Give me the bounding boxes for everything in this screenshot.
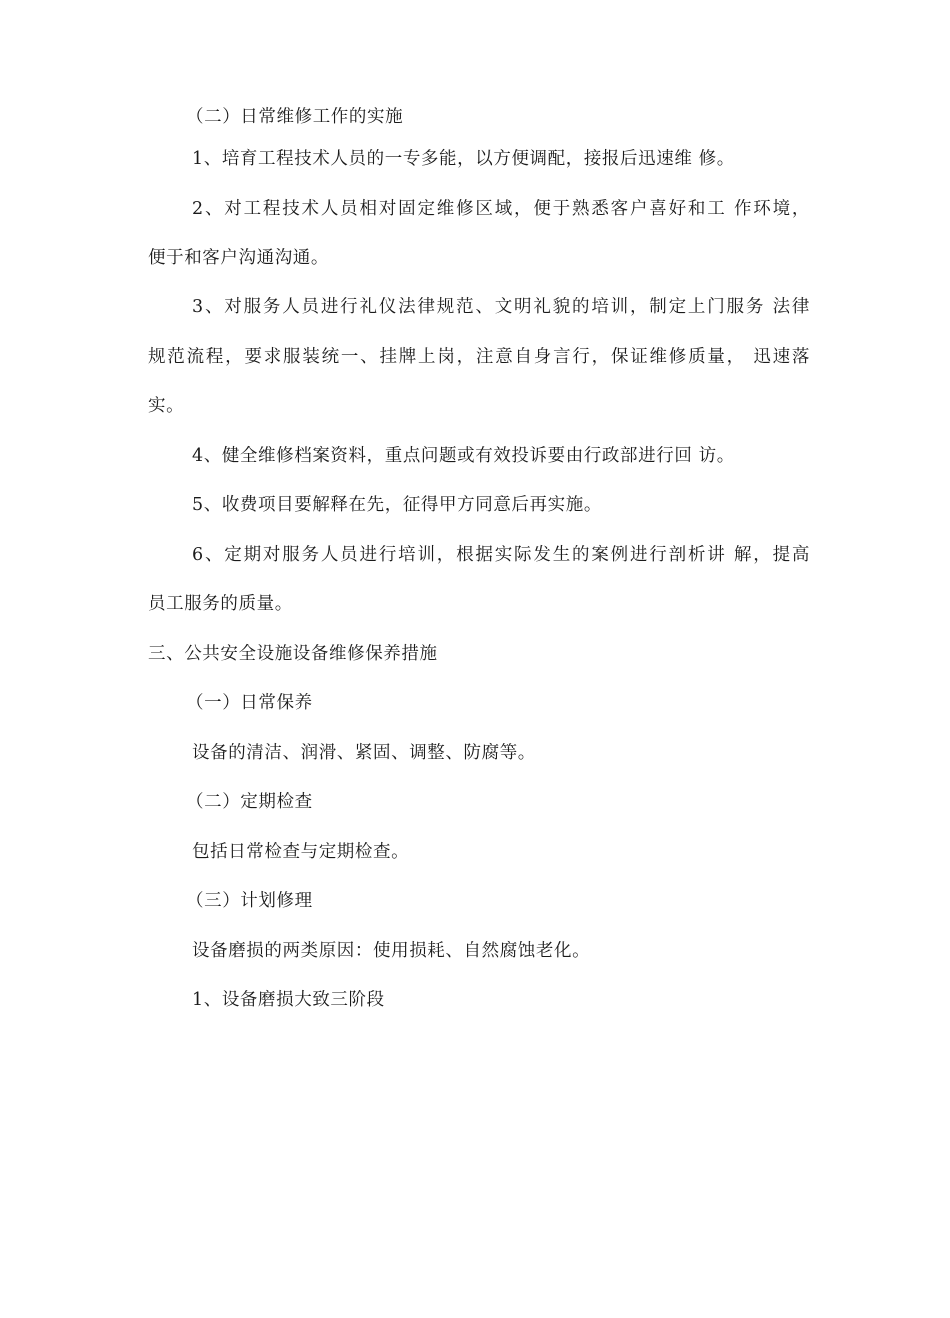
paragraph-periodic-inspection: 包括日常检查与定期检查。 — [192, 842, 410, 862]
paragraph-item-4: 4、健全维修档案资料，重点问题或有效投诉要由行政部进行回 访。 — [192, 446, 735, 466]
section-heading-public-safety-facilities: 三、公共安全设施设备维修保养措施 — [148, 644, 438, 664]
subheading-daily-maintenance-implementation: （二）日常维修工作的实施 — [186, 107, 404, 127]
paragraph-daily-upkeep: 设备的清洁、润滑、紧固、调整、防腐等。 — [192, 743, 536, 763]
paragraph-item-3-line-3: 实。 — [148, 396, 185, 416]
paragraph-planned-repair: 设备磨损的两类原因：使用损耗、自然腐蚀老化。 — [192, 941, 591, 961]
paragraph-item-3-line-2: 规范流程，要求服装统一、挂牌上岗，注意自身言行，保证维修质量， 迅速落 — [148, 347, 810, 367]
subheading-daily-upkeep: （一）日常保养 — [186, 693, 313, 713]
paragraph-item-5: 5、收费项目要解释在先，征得甲方同意后再实施。 — [192, 495, 602, 515]
paragraph-item-2-line-2: 便于和客户沟通沟通。 — [148, 248, 329, 268]
paragraph-item-6-line-2: 员工服务的质量。 — [148, 594, 293, 614]
subheading-planned-repair: （三）计划修理 — [186, 891, 313, 911]
subheading-periodic-inspection: （二）定期检查 — [186, 792, 313, 812]
paragraph-item-6-line-1: 6、定期对服务人员进行培训，根据实际发生的案例进行剖析讲 解，提高 — [192, 545, 810, 565]
paragraph-item-2-line-1: 2、对工程技术人员相对固定维修区域，便于熟悉客户喜好和工 作环境， — [192, 199, 810, 219]
paragraph-item-3-line-1: 3、对服务人员进行礼仪法律规范、文明礼貌的培训，制定上门服务 法律 — [192, 297, 810, 317]
paragraph-item-1: 1、培育工程技术人员的一专多能，以方便调配，接报后迅速维 修。 — [192, 149, 735, 169]
paragraph-wear-stages: 1、设备磨损大致三阶段 — [192, 990, 385, 1010]
